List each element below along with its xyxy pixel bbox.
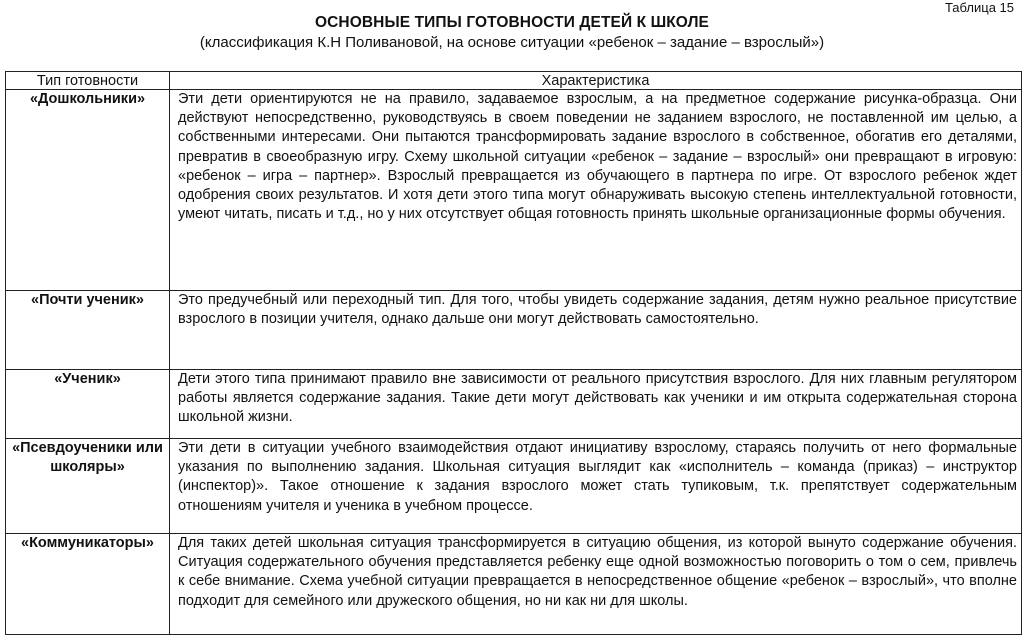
row-type-communicators: «Коммуникаторы» — [6, 534, 170, 635]
table-number: Таблица 15 — [944, 0, 1014, 15]
page-title: ОСНОВНЫЕ ТИПЫ ГОТОВНОСТИ ДЕТЕЙ К ШКОЛЕ — [314, 14, 709, 31]
row-description: Дети этого типа принимают правило вне зависимости от реального присутствия взрослого. Для них главным регулятором работы является содержание задания. Такие дети могут действовать как ученики и им открыта содержательная сторона школьной жизни. — [170, 370, 1022, 439]
row-type-student: «Ученик» — [6, 370, 170, 439]
table-row — [6, 291, 1022, 370]
page-subtitle: (классификация К.Н Поливановой, на основе ситуации «ребенок – задание – взрослый») — [199, 34, 825, 51]
row-type-pseudo-students: «Псевдоученики или школяры» — [6, 439, 170, 534]
row-description: Это предучебный или переходный тип. Для того, чтобы увидеть содержание задания, детям нужно реальное присутствие взрослого в позиции учителя, однако дальше они могут действовать самостоятельно. — [170, 291, 1022, 370]
row-description: Эти дети ориентируются не на правило, задаваемое взрослым, а на предметное содержание рисунка-образца. Они действуют непосредственно, руководствуясь в своем поведении не заданием взрослого, не поставленной им целью, а собственными интересами. Они пытаются трансформировать задание взрослого в собственное, обогатив его деталями, превратив в своеобразную игру. Схему школьной ситуации «ребенок – задание – взрослый» они превращают в игровую: «ребенок – игра – партнер». Взрослый превращается из обучающего в партнера по игре. От взрослого ребенок ждет одобрения своих результатов. И хотя дети этого типа могут обнаруживать высокую степень интеллектуальной готовности, умеют читать, писать и т.д., но у них отсутствует общая готовность принять школьные организационные формы обучения. — [170, 90, 1022, 291]
row-description: Эти дети в ситуации учебного взаимодействия отдают инициативу взрослому, стараясь получить от него формальные указания по выполнению задания. Школьная ситуация выглядит как «исполнитель – команда (приказ) – инструктор (инспектор)». Такое отношение к задания взрослого может стать тупиковым, т.к. препятствует содержательным отношениям учителя и ученика в учебном процессе. — [170, 439, 1022, 534]
table-row — [6, 370, 1022, 439]
readiness-types-table — [5, 71, 1022, 635]
header-type: Тип готовности — [6, 72, 170, 90]
table-header-row — [6, 72, 1022, 90]
table-row — [6, 534, 1022, 635]
row-type-preschoolers: «Дошкольники» — [6, 90, 170, 291]
table-row — [6, 90, 1022, 291]
row-description: Для таких детей школьная ситуация трансформируется в ситуацию общения, из которой вынуто содержание обучения. Ситуация содержательного обучения представляется ребенку еще одной возможностью поговорить о том о сем, привлечь к себе внимание. Схема учебной ситуации превращается в непосредственное общение «ребенок – взрослый», что вполне подходит для семейного или дружеского общения, но ни как ни для школы. — [170, 534, 1022, 635]
header-characteristic: Характеристика — [170, 72, 1022, 90]
table-row — [6, 439, 1022, 534]
row-type-almost-student: «Почти ученик» — [6, 291, 170, 370]
